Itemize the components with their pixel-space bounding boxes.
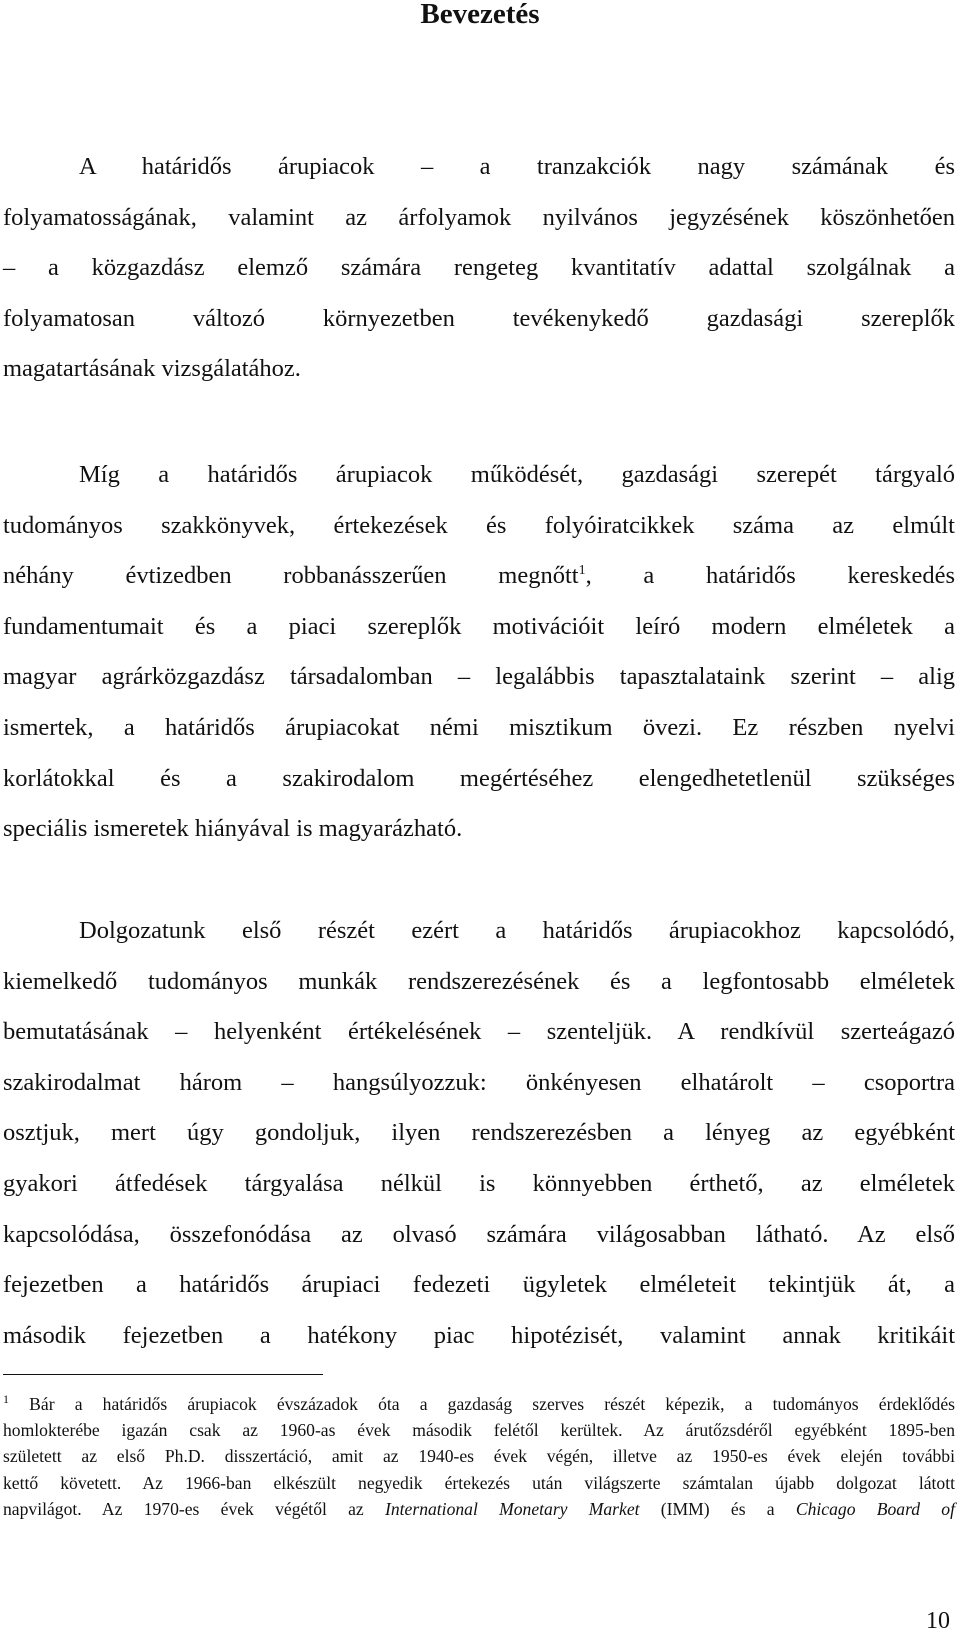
footnote-line: homlokterébe igazán csak az 1960-as évek második felétől kerültek. Az árutőzsdéről egyébként 1895-ben [3,1420,955,1441]
paragraph-line: második fejezetben a hatékony piac hipotézisét, valamint annak kritikáit [3,1321,955,1349]
footnote-separator [3,1374,323,1375]
line-text: néhány évtizedben robbanásszerűen megnőtt [3,562,579,590]
paragraph-line: Dolgozatunk első részét ezért a határidős árupiacokhoz kapcsolódó, [79,917,955,944]
footnote-italic-text: International Monetary Market [385,1498,640,1519]
page-number: 10 [926,1608,950,1634]
paragraph-line: ismertek, a határidős árupiacokat némi misztikum övezi. Ez részben nyelvi [3,713,955,741]
paragraph-2 [3,450,955,855]
footnote-italic-text: Chicago Board of [795,1498,955,1519]
paragraph-line: magatartásának vizsgálatához. [3,355,301,383]
page-title: Bevezetés [420,0,540,30]
footnote-reference[interactable]: 1 [578,563,586,579]
paragraph-line: folyamatosságának, valamint az árfolyamok nyilvános jegyzésének köszönhetően [3,203,955,231]
footnote-line: kettő követett. Az 1966-ban elkészült negyedik értekezés után világszerte számtalan újabb dolgozat látott [3,1472,955,1493]
paragraph-line: Míg a határidős árupiacok működését, gazdasági szerepét tárgyaló [79,461,955,488]
footnote-text: napvilágot. Az 1970-es évek végétől az [3,1498,364,1519]
line-text: , a határidős kereskedés [585,562,955,590]
footnote-line [3,1391,955,1417]
footnote-number: 1 [3,1392,9,1407]
paragraph-line: szakirodalmat három – hangsúlyozzuk: önkényesen elhatárolt – csoportra [3,1068,955,1096]
paragraph-line: speciális ismeretek hiányával is magyarázható. [3,815,463,843]
paragraph-line: fundamentumait és a piaci szereplők motivációit leíró modern elméletek a [3,612,955,640]
paragraph-line: osztjuk, mert úgy gondoljuk, ilyen rendszerezésben a lényeg az egyébként [3,1119,955,1147]
paragraph-line: – a közgazdász elemző számára rengeteg kvantitatív adattal szolgálnak a [3,254,955,282]
footnote [3,1391,955,1522]
paragraph-line: A határidős árupiacok – a tranzakciók nagy számának és [79,153,955,180]
paragraph-line: kapcsolódása, összefonódása az olvasó számára világosabban látható. Az első [3,1220,955,1248]
paragraph-line: fejezetben a határidős árupiaci fedezeti ügyletek elméleteit tekintjük át, a [3,1271,955,1299]
paragraph-line: magyar agrárközgazdász társadalomban – legalábbis tapasztalataink szerint – alig [3,663,955,691]
paragraph-line: gyakori átfedések tárgyalása nélkül is könnyebben érthető, az elméletek [3,1169,955,1197]
paragraph-line: folyamatosan változó környezetben tevékenykedő gazdasági szereplők [3,304,955,332]
paragraph-line: kiemelkedő tudományos munkák rendszerezésének és a legfontosabb elméletek [3,967,955,995]
paragraph-1 [3,142,955,395]
footnote-text: Bár a határidős árupiacok évszázadok óta a gazdaság szerves részét képezik, a tudományos érdeklődés [29,1394,955,1414]
paragraph-line: tudományos szakkönyvek, értekezések és folyóiratcikkek száma az elmúlt [3,511,955,539]
footnote-line [3,1496,955,1522]
paragraph-line: bemutatásának – helyenként értékelésének – szenteljük. A rendkívül szerteágazó [3,1018,955,1046]
paragraph-3 [3,906,955,1361]
footnote-text: (IMM) és a [660,1498,775,1519]
paragraph-line-with-footnote [3,551,955,602]
footnote-line: született az első Ph.D. disszertáció, amit az 1940-es évek végén, illetve az 1950-es évek elején további [3,1446,955,1467]
paragraph-line: korlátokkal és a szakirodalom megértéséhez elengedhetetlenül szükséges [3,764,955,792]
